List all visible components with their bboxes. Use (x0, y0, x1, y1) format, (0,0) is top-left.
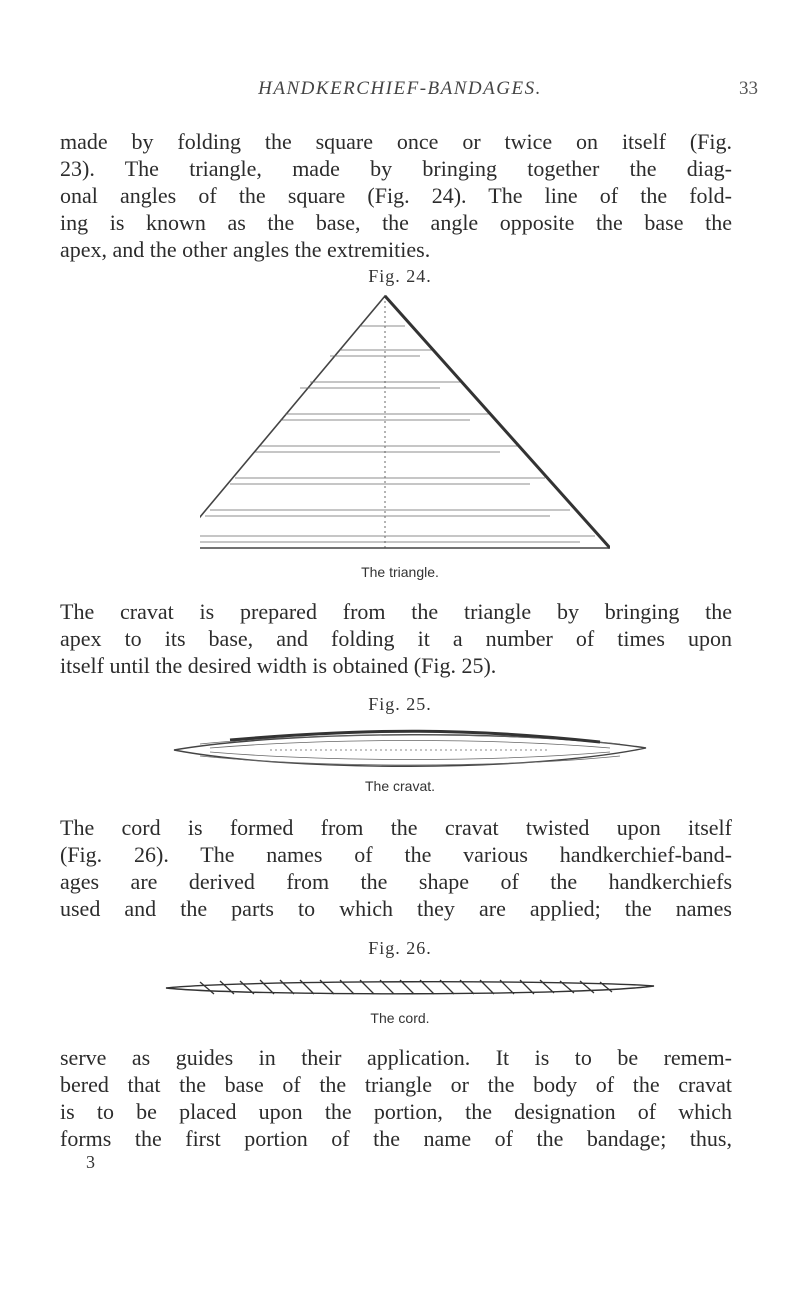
page-header (60, 78, 758, 108)
cravat-figure (170, 726, 650, 776)
text-line: The cravat is prepared from the triangle by bringing the (60, 599, 732, 624)
text-line: ages are derived from the shape of the handkerchiefs (60, 869, 732, 894)
triangle-figure (200, 290, 610, 552)
figure-26-caption: The cord. (370, 1010, 430, 1026)
cord-figure (160, 970, 660, 1004)
paragraph-2 (60, 598, 732, 679)
signature-mark: 3 (86, 1152, 95, 1172)
text-line: forms the first portion of the name of the bandage; thus, (60, 1126, 732, 1151)
figure-25-caption: The cravat. (364, 778, 436, 794)
text-line: bered that the base of the triangle or the body of the cravat (60, 1072, 732, 1097)
page-number: 33 (739, 78, 758, 99)
figure-24-title: Fig. 24. (368, 266, 432, 286)
text-line: apex to its base, and folding it a number of times upon (60, 626, 732, 651)
text-line: used and the parts to which they are applied; the names (60, 896, 732, 921)
text-line-content: 23). The triangle, made by bringing together the diag- (60, 156, 732, 181)
paragraph-1 (60, 128, 732, 263)
figure-24-caption: The triangle. (361, 564, 439, 580)
text-line: (Fig. 26). The names of the various handkerchief-band- (60, 842, 732, 867)
text-line: apex, and the other angles the extremities. (60, 237, 431, 262)
figure-26-title: Fig. 26. (368, 938, 432, 958)
running-head: HANDKERCHIEF-BANDAGES. (258, 78, 542, 99)
text-line: ing is known as the base, the angle opposite the base the (60, 210, 732, 235)
text-line (60, 155, 732, 182)
text-line: onal angles of the square (Fig. 24). The line of the fold- (60, 183, 732, 208)
paragraph-4 (60, 1044, 732, 1152)
text-line: is to be placed upon the portion, the designation of which (60, 1099, 732, 1124)
text-line: made by folding the square once or twice on itself (Fig. (60, 129, 732, 154)
paragraph-3 (60, 814, 732, 922)
text-line: itself until the desired width is obtained (Fig. 25). (60, 653, 497, 678)
text-line: serve as guides in their application. It is to be remem- (60, 1045, 732, 1070)
figure-25-title: Fig. 25. (368, 694, 432, 714)
text-line: The cord is formed from the cravat twisted upon itself (60, 815, 732, 840)
